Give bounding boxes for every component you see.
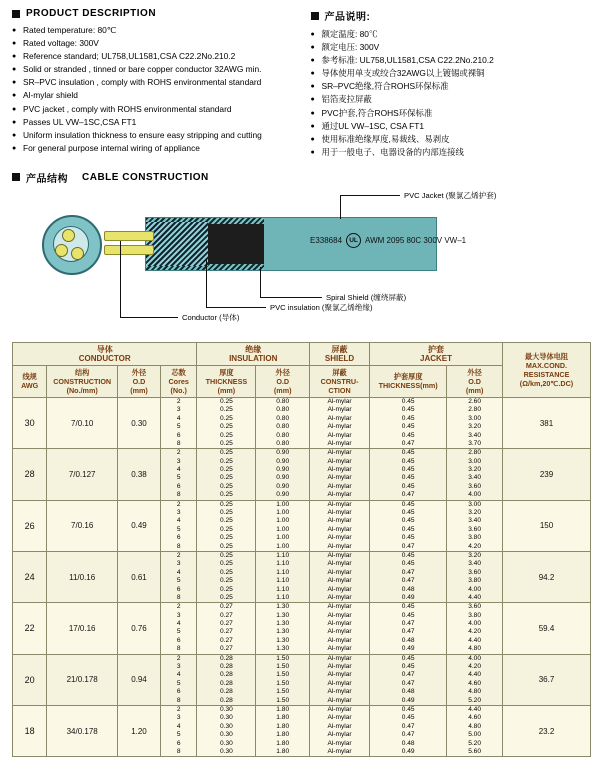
cell-shield: Al-mylar Al-mylar Al-mylar Al-mylar Al-mylar Al-mylar xyxy=(310,654,370,705)
cell-shield: Al-mylar Al-mylar Al-mylar Al-mylar Al-mylar Al-mylar xyxy=(310,706,370,757)
conductor-wire xyxy=(104,231,154,241)
cell-ins-thickness: 0.25 0.25 0.25 0.25 0.25 0.25 xyxy=(197,449,256,500)
leader-line xyxy=(260,297,322,298)
table-row xyxy=(13,397,591,448)
leader-line xyxy=(206,307,266,308)
square-bullet-icon xyxy=(12,173,20,181)
file-number-label: E338684 xyxy=(310,235,343,245)
cell-shield: Al-mylar Al-mylar Al-mylar Al-mylar Al-mylar Al-mylar xyxy=(310,449,370,500)
cell-construction: 34/0.178 xyxy=(47,706,118,757)
cell-shield: Al-mylar Al-mylar Al-mylar Al-mylar Al-mylar Al-mylar xyxy=(310,500,370,551)
print-legend-label: AWM 2095 80C 300V VW–1 xyxy=(365,235,467,245)
cell-cores: 2 3 4 5 6 8 xyxy=(160,603,197,654)
label-spiral-shield: Spiral Shield (缠绕屏蔽) xyxy=(326,292,407,302)
label-pvc-jacket: PVC Jacket (聚氯乙烯护套) xyxy=(404,190,497,200)
header-jkt-od: 外径 O.D (mm) xyxy=(447,365,503,397)
cell-cores: 2 3 4 5 6 8 xyxy=(160,654,197,705)
cell-jkt-thickness: 0.45 0.45 0.45 0.45 0.45 0.47 xyxy=(370,500,447,551)
cell-jkt-thickness: 0.45 0.45 0.47 0.47 0.48 0.49 xyxy=(370,603,447,654)
cell-ins-thickness: 0.25 0.25 0.25 0.25 0.25 0.25 xyxy=(197,397,256,448)
table-row xyxy=(13,706,591,757)
section-header-product-description xyxy=(12,8,293,19)
structure-header-cn: 产品结构 xyxy=(26,173,68,185)
cell-construction: 21/0.178 xyxy=(47,654,118,705)
conductor-dot-icon xyxy=(62,229,75,242)
cell-construction: 7/0.10 xyxy=(47,397,118,448)
cell-conductor-od: 0.38 xyxy=(118,449,161,500)
list-item: ● Al-mylar shield xyxy=(12,90,293,102)
conductor-dot-icon xyxy=(71,247,84,260)
list-item: ● 使用标准绝缘厚度,易裁线、易剥皮 xyxy=(311,134,592,146)
list-item: ● Uniform insulation thickness to ensure easy stripping and cutting xyxy=(12,130,293,142)
section-header-product-description-cn xyxy=(311,8,592,23)
header-ins-thickness: 厚度 THICKNESS (mm) xyxy=(197,365,256,397)
cell-ins-od: 1.10 1.10 1.10 1.10 1.10 1.10 xyxy=(256,551,310,602)
list-item: ● 导体使用单支或绞合32AWG以上镀锡或裸铜 xyxy=(311,68,592,80)
cable-print-mark xyxy=(310,233,466,248)
description-list-en xyxy=(12,25,293,154)
cell-resistance: 150 xyxy=(503,500,591,551)
list-item: ● Rated voltage: 300V xyxy=(12,38,293,50)
cell-cores: 2 3 4 5 6 8 xyxy=(160,397,197,448)
list-item: ● Passes UL VW–1SC,CSA FT1 xyxy=(12,117,293,129)
section-header-label: PRODUCT DESCRIPTION xyxy=(26,8,157,19)
group-shield: 屏蔽 SHIELD xyxy=(310,342,370,365)
ul-logo-icon: UL xyxy=(346,233,361,248)
cell-construction: 17/0.16 xyxy=(47,603,118,654)
cell-cores: 2 3 4 5 6 8 xyxy=(160,551,197,602)
cell-construction: 7/0.127 xyxy=(47,449,118,500)
cell-resistance: 239 xyxy=(503,449,591,500)
cell-cores: 2 3 4 5 6 8 xyxy=(160,500,197,551)
cell-awg: 28 xyxy=(13,449,47,500)
description-column-cn xyxy=(311,8,592,160)
leader-line xyxy=(260,267,261,297)
cell-ins-thickness: 0.25 0.25 0.25 0.25 0.25 0.25 xyxy=(197,551,256,602)
table-row xyxy=(13,654,591,705)
group-jacket: 护套 JACKET xyxy=(370,342,503,365)
cell-shield: Al-mylar Al-mylar Al-mylar Al-mylar Al-mylar Al-mylar xyxy=(310,551,370,602)
cell-conductor-od: 0.61 xyxy=(118,551,161,602)
header-cores: 芯数 Cores (No.) xyxy=(160,365,197,397)
pvc-insulation-core xyxy=(206,224,264,264)
cell-conductor-od: 0.30 xyxy=(118,397,161,448)
list-item: ● PVC护套,符合ROHS环保标准 xyxy=(311,108,592,120)
description-section xyxy=(0,0,603,160)
cell-ins-thickness: 0.25 0.25 0.25 0.25 0.25 0.25 xyxy=(197,500,256,551)
cell-conductor-od: 1.20 xyxy=(118,706,161,757)
cell-ins-od: 0.90 0.90 0.90 0.90 0.90 0.90 xyxy=(256,449,310,500)
cell-awg: 30 xyxy=(13,397,47,448)
table-row xyxy=(13,603,591,654)
jacket-cut-layer xyxy=(146,222,208,266)
leader-line xyxy=(120,317,178,318)
cell-resistance: 381 xyxy=(503,397,591,448)
spec-table xyxy=(12,342,591,757)
list-item: ● For general purpose internal wiring of appliance xyxy=(12,143,293,155)
cell-awg: 24 xyxy=(13,551,47,602)
cell-ins-thickness: 0.28 0.28 0.28 0.28 0.28 0.28 xyxy=(197,654,256,705)
cell-jkt-od: 3.60 3.80 4.00 4.20 4.40 4.80 xyxy=(447,603,503,654)
list-item: ● Reference standard; UL758,UL1581,CSA C22.2No.210.2 xyxy=(12,51,293,63)
table-row xyxy=(13,500,591,551)
cell-awg: 20 xyxy=(13,654,47,705)
description-list-cn xyxy=(311,29,592,158)
group-conductor: 导体 CONDUCTOR xyxy=(13,342,197,365)
list-item: ● 铝箔麦拉屏蔽 xyxy=(311,94,592,106)
cell-ins-thickness: 0.30 0.30 0.30 0.30 0.30 0.30 xyxy=(197,706,256,757)
square-bullet-icon xyxy=(311,12,319,20)
label-pvc-insulation: PVC insulation (聚氯乙烯绝缘) xyxy=(270,302,373,312)
cell-jkt-thickness: 0.45 0.45 0.45 0.45 0.45 0.47 xyxy=(370,397,447,448)
list-item: ● 额定电压: 300V xyxy=(311,42,592,54)
list-item: ● PVC jacket , comply with ROHS environmental standard xyxy=(12,104,293,116)
list-item: ● SR–PVC绝缘,符合ROHS环保标准 xyxy=(311,81,592,93)
header-shield: 屏蔽 CONSTRU-CTION xyxy=(310,365,370,397)
list-item: ● 额定温度: 80℃ xyxy=(311,29,592,41)
header-awg: 线规 AWG xyxy=(13,365,47,397)
cell-conductor-od: 0.94 xyxy=(118,654,161,705)
cell-resistance: 23.2 xyxy=(503,706,591,757)
cell-construction: 11/0.16 xyxy=(47,551,118,602)
cell-construction: 7/0.16 xyxy=(47,500,118,551)
cable-diagram xyxy=(0,189,603,334)
label-conductor: Conductor (导体) xyxy=(182,312,240,322)
cell-jkt-thickness: 0.45 0.45 0.47 0.47 0.48 0.49 xyxy=(370,706,447,757)
cell-jkt-thickness: 0.45 0.45 0.47 0.47 0.48 0.49 xyxy=(370,654,447,705)
cell-resistance: 36.7 xyxy=(503,654,591,705)
cell-jkt-od: 2.80 3.00 3.20 3.40 3.60 4.00 xyxy=(447,449,503,500)
cell-cores: 2 3 4 5 6 8 xyxy=(160,449,197,500)
leader-line xyxy=(340,195,400,196)
header-conductor-od: 外径 O.D (mm) xyxy=(118,365,161,397)
cell-ins-thickness: 0.27 0.27 0.27 0.27 0.27 0.27 xyxy=(197,603,256,654)
cell-conductor-od: 0.49 xyxy=(118,500,161,551)
list-item: ● Solid or stranded , tinned or bare copper conductor 32AWG min. xyxy=(12,64,293,76)
cell-jkt-od: 2.60 2.80 3.00 3.20 3.40 3.70 xyxy=(447,397,503,448)
cell-jkt-thickness: 0.45 0.45 0.47 0.47 0.48 0.49 xyxy=(370,551,447,602)
table-row xyxy=(13,551,591,602)
header-jkt-thickness: 护套厚度 THICKNESS(mm) xyxy=(370,365,447,397)
cell-shield: Al-mylar Al-mylar Al-mylar Al-mylar Al-mylar Al-mylar xyxy=(310,397,370,448)
list-item: ● SR–PVC insulation , comply with ROHS environmental standard xyxy=(12,77,293,89)
cell-ins-od: 1.00 1.00 1.00 1.00 1.00 1.00 xyxy=(256,500,310,551)
cell-jkt-thickness: 0.45 0.45 0.45 0.45 0.45 0.47 xyxy=(370,449,447,500)
square-bullet-icon xyxy=(12,10,20,18)
leader-line xyxy=(120,241,121,317)
cell-jkt-od: 4.00 4.20 4.40 4.60 4.80 5.20 xyxy=(447,654,503,705)
list-item: ● 参考标准: UL758,UL1581,CSA C22.2No.210.2 xyxy=(311,55,592,67)
cell-conductor-od: 0.76 xyxy=(118,603,161,654)
conductor-wire xyxy=(104,245,154,255)
list-item: ● Rated temperature: 80℃ xyxy=(12,25,293,37)
table-row xyxy=(13,449,591,500)
cell-ins-od: 0.80 0.80 0.80 0.80 0.80 0.80 xyxy=(256,397,310,448)
cell-ins-od: 1.50 1.50 1.50 1.50 1.50 1.50 xyxy=(256,654,310,705)
list-item: ● 通过UL VW–1SC, CSA FT1 xyxy=(311,121,592,133)
conductor-dot-icon xyxy=(55,244,68,257)
leader-line xyxy=(340,195,341,219)
cell-ins-od: 1.80 1.80 1.80 1.80 1.80 1.80 xyxy=(256,706,310,757)
cell-awg: 18 xyxy=(13,706,47,757)
cell-jkt-od: 4.40 4.60 4.80 5.00 5.20 5.60 xyxy=(447,706,503,757)
table-group-row xyxy=(13,342,591,365)
cell-shield: Al-mylar Al-mylar Al-mylar Al-mylar Al-mylar Al-mylar xyxy=(310,603,370,654)
cell-awg: 22 xyxy=(13,603,47,654)
leader-line xyxy=(206,259,207,307)
header-ins-od: 外径 O.D (mm) xyxy=(256,365,310,397)
table-body xyxy=(13,397,591,756)
section-header-label-cn: 产品说明: xyxy=(324,12,371,23)
description-column-en xyxy=(12,8,293,160)
cable-cross-section-icon xyxy=(42,215,102,275)
header-resistance: 最大导体电阻 MAX.COND. RESISTANCE (Ω/km,20℃.DC) xyxy=(503,342,591,397)
section-header-cable-construction xyxy=(0,160,603,185)
cell-ins-od: 1.30 1.30 1.30 1.30 1.30 1.30 xyxy=(256,603,310,654)
list-item: ● 用于一般电子、电器设备的内部连接线 xyxy=(311,147,592,159)
header-construction: 结构 CONSTRUCTION (No./mm) xyxy=(47,365,118,397)
table-head xyxy=(13,342,591,397)
cell-resistance: 59.4 xyxy=(503,603,591,654)
cell-jkt-od: 3.00 3.20 3.40 3.60 3.80 4.20 xyxy=(447,500,503,551)
cell-jkt-od: 3.20 3.40 3.60 3.80 4.00 4.40 xyxy=(447,551,503,602)
cell-awg: 26 xyxy=(13,500,47,551)
cell-resistance: 94.2 xyxy=(503,551,591,602)
group-insulation: 绝缘 INSULATION xyxy=(197,342,310,365)
cell-cores: 2 3 4 5 6 8 xyxy=(160,706,197,757)
structure-header-en: CABLE CONSTRUCTION xyxy=(82,171,209,183)
